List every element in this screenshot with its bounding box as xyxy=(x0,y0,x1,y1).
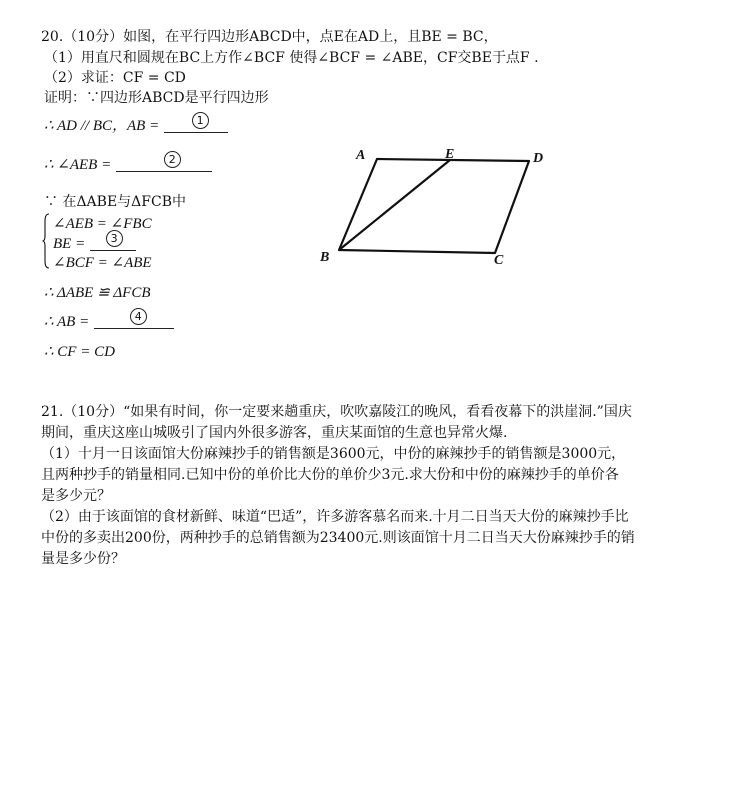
q21-line-1: 21.（10分）“如果有时间，你一定要来趟重庆，吹吹嘉陵江的晚风，看看夜幕下的洪崖洞.”国庆 xyxy=(41,404,632,420)
circled-number-1: 1 xyxy=(192,112,209,129)
proof-step-2 xyxy=(44,155,212,174)
q21-line-3: （1）十月一日该面馆大份麻辣抄手的销售额是3600元，中份的麻辣抄手的销售额是3000元， xyxy=(41,446,626,462)
q20-line-2: （1）用直尺和圆规在BC上方作∠BCF 使得∠BCF = ∠ABE，CF交BE于点F . xyxy=(44,50,539,66)
q21-line-7: 中份的多卖出200份，两种抄手的总销售额为23400元.则该面馆十月二日当天大份麻辣抄手的销 xyxy=(41,530,635,546)
proof-step-5-text: ∴ AB = xyxy=(44,314,90,330)
answer-blank-2[interactable] xyxy=(116,155,212,172)
system-brace xyxy=(42,213,50,269)
proof-step-6-text: ∴ CF = CD xyxy=(44,344,115,360)
system-line-3-text: ∠BCF = ∠ABE xyxy=(53,255,152,271)
system-line-2 xyxy=(53,234,136,253)
vertex-label-a: A xyxy=(356,148,366,163)
proof-step-3: ∵ 在ΔABE与ΔFCB中 xyxy=(44,194,187,210)
proof-step-1 xyxy=(44,116,228,135)
system-line-1 xyxy=(53,215,152,233)
answer-blank-3[interactable] xyxy=(90,234,136,251)
vertex-label-d: D xyxy=(533,151,544,166)
vertex-label-c: C xyxy=(494,253,504,268)
proof-step-1-text: ∴ AD // BC，AB = xyxy=(44,118,160,134)
circled-number-3: 3 xyxy=(106,230,123,247)
system-line-3 xyxy=(53,254,152,272)
segment-be xyxy=(339,160,450,250)
system-line-1-text: ∠AEB = ∠FBC xyxy=(53,216,152,232)
proof-step-2-text: ∴ ∠AEB = xyxy=(44,157,112,173)
parallelogram-figure xyxy=(310,140,560,270)
proof-step-4-text: ∴ ΔABE ≌ ΔFCB xyxy=(44,285,151,301)
proof-step-5 xyxy=(44,312,174,331)
q21-line-2: 期间，重庆这座山城吸引了国内外很多游客，重庆某面馆的生意也异常火爆. xyxy=(41,425,508,441)
proof-step-6 xyxy=(44,343,115,361)
vertex-label-e: E xyxy=(445,147,455,162)
q20-line-3: （2）求证：CF = CD xyxy=(44,70,186,86)
circled-number-2: 2 xyxy=(164,151,181,168)
q21-line-4: 且两种抄手的销量相同.已知中份的单价比大份的单价少3元.求大份和中份的麻辣抄手的单价各 xyxy=(41,467,619,483)
q20-line-1: 20.（10分）如图，在平行四边形ABCD中，点E在AD上，且BE = BC， xyxy=(41,29,498,45)
answer-blank-4[interactable] xyxy=(94,312,174,329)
q21-line-6: （2）由于该面馆的食材新鲜、味道“巴适”，许多游客慕名而来.十月二日当天大份的麻辣抄手比 xyxy=(41,509,629,525)
proof-step-4 xyxy=(44,284,151,302)
vertex-label-b: B xyxy=(320,250,330,265)
q21-line-8: 量是多少份？ xyxy=(41,551,125,567)
q21-line-5: 是多少元？ xyxy=(41,488,111,504)
circled-number-4: 4 xyxy=(130,308,147,325)
q20-line-4: 证明：∵四边形ABCD是平行四边形 xyxy=(44,90,269,106)
answer-blank-1[interactable] xyxy=(164,116,228,133)
system-line-2-text: BE = xyxy=(53,236,86,252)
